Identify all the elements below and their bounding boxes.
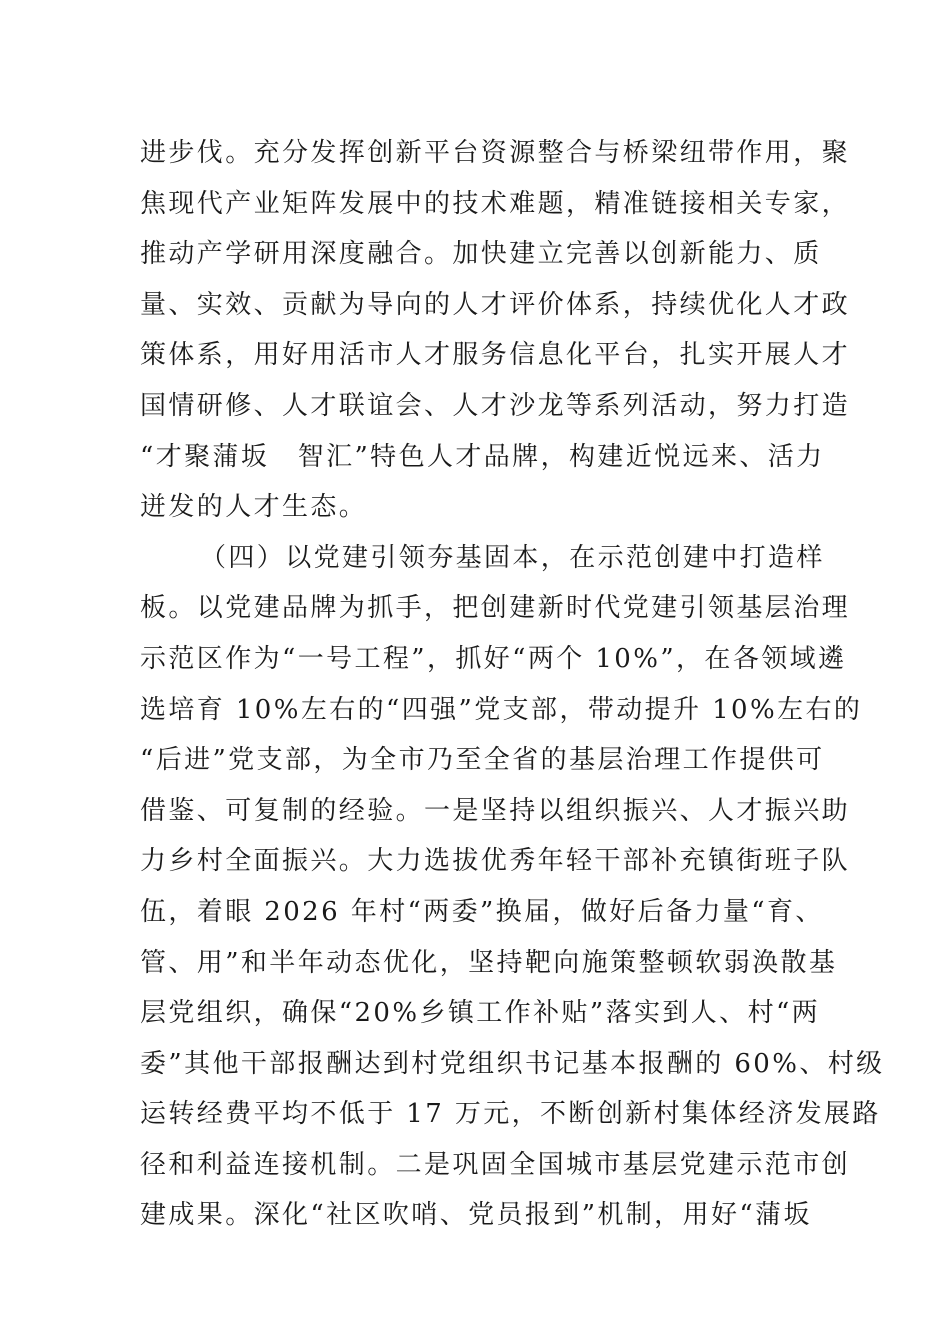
text-line: 迸发的人才生态。 bbox=[140, 492, 368, 523]
body-text bbox=[140, 128, 885, 1241]
text-line: 借鉴、可复制的经验。一是坚持以组织振兴、人才振兴助 bbox=[140, 795, 851, 826]
text-line: 选培育 10%左右的“四强”党支部，带动提升 10%左右的 bbox=[140, 694, 863, 725]
text-line: 径和利益连接机制。二是巩固全国城市基层党建示范市创 bbox=[140, 1149, 851, 1180]
text-line: “才聚蒲坂 智汇”特色人才品牌，构建近悦远来、活力 bbox=[140, 441, 825, 472]
text-line: 层党组织，确保“20%乡镇工作补贴”落实到人、村“两 bbox=[140, 998, 821, 1029]
text-line: 量、实效、贡献为导向的人才评价体系，持续优化人才政 bbox=[140, 289, 851, 320]
section-heading-line: （四）以党建引领夯基固本，在示范创建中打造样 bbox=[200, 542, 825, 573]
text-line: 运转经费平均不低于 17 万元，不断创新村集体经济发展路 bbox=[140, 1099, 881, 1130]
text-line: 委”其他干部报酬达到村党组织书记基本报酬的 60%、村级 bbox=[140, 1048, 885, 1079]
text-line: 建成果。深化“社区吹哨、党员报到”机制，用好“蒲坂 bbox=[140, 1200, 812, 1231]
text-line: 力乡村全面振兴。大力选拔优秀年轻干部补充镇街班子队 bbox=[140, 846, 851, 877]
text-line: 焦现代产业矩阵发展中的技术难题，精准链接相关专家， bbox=[140, 188, 851, 219]
text-line: 板。以党建品牌为抓手，把创建新时代党建引领基层治理 bbox=[140, 593, 851, 624]
text-line: 示范区作为“一号工程”，抓好“两个 10%”，在各领域遴 bbox=[140, 643, 847, 674]
text-line: 国情研修、人才联谊会、人才沙龙等系列活动，努力打造 bbox=[140, 390, 851, 421]
text-line: 管、用”和半年动态优化，坚持靶向施策整顿软弱涣散基 bbox=[140, 947, 838, 978]
text-line: 策体系，用好用活市人才服务信息化平台，扎实开展人才 bbox=[140, 340, 851, 371]
text-line: 伍，着眼 2026 年村“两委”换届，做好后备力量“育、 bbox=[140, 896, 824, 927]
text-line: “后进”党支部，为全市乃至全省的基层治理工作提供可 bbox=[140, 745, 825, 776]
text-line: 推动产学研用深度融合。加快建立完善以创新能力、质 bbox=[140, 239, 822, 270]
text-line: 进步伐。充分发挥创新平台资源整合与桥梁纽带作用，聚 bbox=[140, 138, 851, 168]
